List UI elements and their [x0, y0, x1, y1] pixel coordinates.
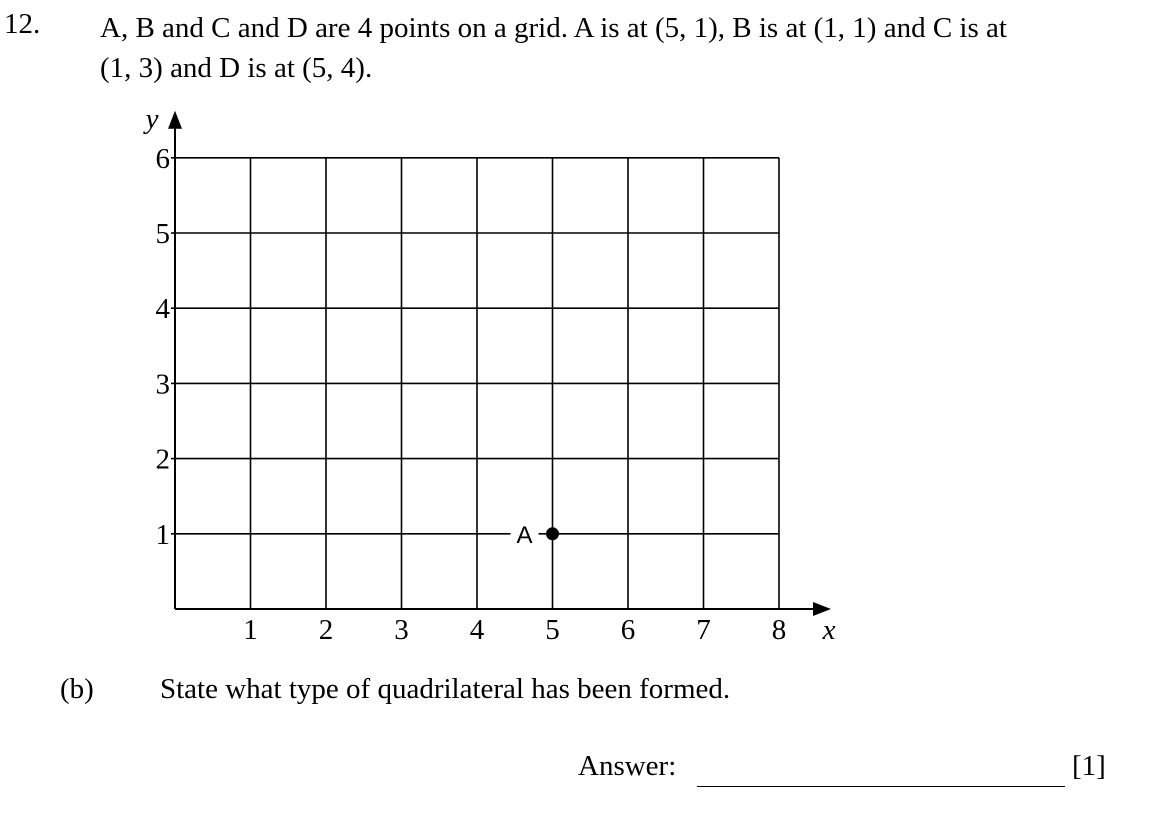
x-tick-label: 6 — [620, 614, 636, 646]
x-tick-label: 7 — [696, 614, 711, 646]
y-tick-label: 4 — [155, 293, 170, 326]
y-axis-arrow — [168, 111, 182, 129]
y-tick-label: 2 — [155, 443, 170, 476]
x-tick-label: 5 — [545, 614, 560, 646]
answer-line[interactable] — [697, 786, 1065, 787]
tick-labels — [143, 103, 836, 646]
y-tick-label: 3 — [155, 368, 170, 401]
question-stem-line-2: (1, 3) and D is at (5, 4). — [100, 52, 373, 84]
part-b-question: State what type of quadrilateral has been formed. — [160, 673, 731, 705]
point-label: A — [516, 521, 533, 549]
answer-label: Answer: — [578, 750, 677, 782]
x-tick-label: 1 — [243, 614, 258, 646]
x-tick-label: 3 — [394, 614, 409, 646]
part-b-label: (b) — [60, 673, 94, 705]
x-tick-label: 4 — [469, 614, 485, 646]
y-tick-label: 6 — [155, 142, 170, 175]
marks-allocation: [1] — [1072, 750, 1106, 782]
x-axis-label: x — [822, 614, 836, 646]
grid-lines — [175, 158, 779, 609]
question-number: 12. — [4, 8, 41, 40]
y-tick-label: 1 — [155, 518, 170, 551]
axes — [168, 111, 831, 616]
x-tick-label: 8 — [771, 614, 787, 646]
x-tick-label: 2 — [318, 614, 334, 646]
y-tick-label: 5 — [155, 218, 170, 250]
data-point — [546, 527, 559, 540]
question-stem-line-1: A, B and C and D are 4 points on a grid. A is at (5, 1), B is at (1, 1) and C is at — [100, 12, 1007, 44]
answer-row — [0, 750, 1172, 796]
y-axis-label: y — [145, 102, 159, 135]
